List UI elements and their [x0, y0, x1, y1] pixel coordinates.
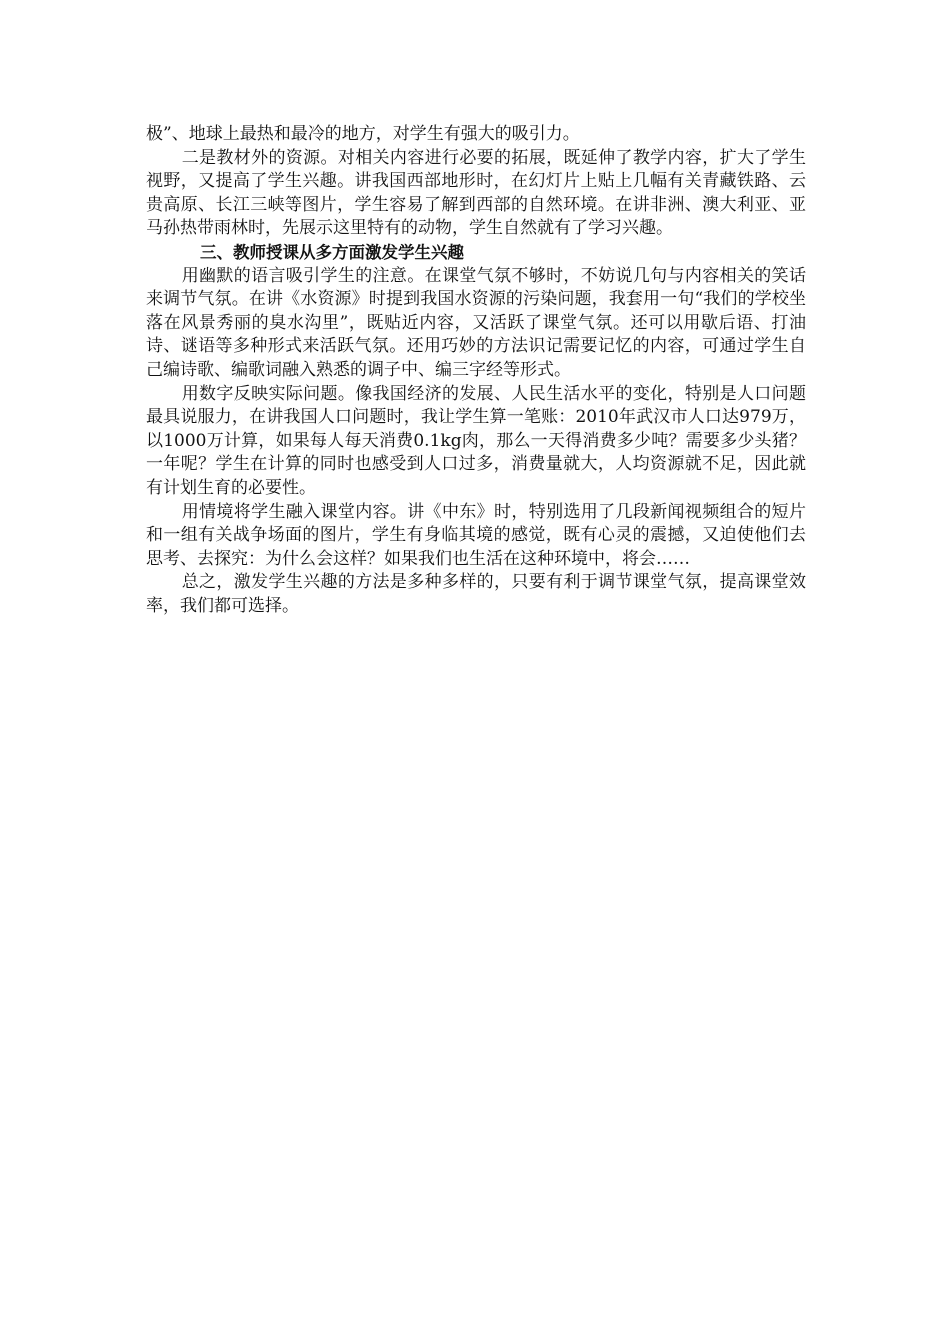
paragraph-humor-language: 用幽默的语言吸引学生的注意。在课堂气氛不够时，不妨说几句与内容相关的笑话来调节气氛。在讲《水资源》时提到我国水资源的污染问题，我套用一句“我们的学校坐落在风景秀丽的臭水沟里”，既贴近内容，又活跃了课堂气氛。还可以用歇后语、打油诗、谜语等多种形式来活跃气氛。还用巧妙的方法识记需要记忆的内容，可通过学生自己编诗歌、编歌词融入熟悉的调子中、编三字经等形式。: [146, 265, 806, 380]
document-page: [146, 123, 806, 618]
paragraph-continuation: 极”、地球上最热和最冷的地方，对学生有强大的吸引力。: [146, 124, 580, 144]
section-heading-3: 三、教师授课从多方面激发学生兴趣: [200, 242, 464, 262]
paragraph-numbers-real-problems: 用数字反映实际问题。像我国经济的发展、人民生活水平的变化，特别是人口问题最具说服力，在讲我国人口问题时，我让学生算一笔账：2010年武汉市人口达979万，以1000万计算，如果每人每天消费0.1kg肉，那么一天得消费多少吨？需要多少头猪？一年呢？学生在计算的同时也感受到人口过多，消费量就大，人均资源就不足，因此就有计划生育的必要性。: [146, 383, 806, 498]
paragraph-conclusion: 总之，激发学生兴趣的方法是多种多样的，只要有利于调节课堂气氛，提高课堂效率，我们都可选择。: [146, 572, 806, 616]
paragraph-textbook-external-resources: 二是教材外的资源。对相关内容进行必要的拓展，既延伸了教学内容，扩大了学生视野，又提高了学生兴趣。讲我国西部地形时，在幻灯片上贴上几幅有关青藏铁路、云贵高原、长江三峡等图片，学生容易了解到西部的自然环境。在讲非洲、澳大利亚、亚马孙热带雨林时，先展示这里特有的动物，学生自然就有了学习兴趣。: [146, 147, 806, 239]
paragraph-situational-learning: 用情境将学生融入课堂内容。讲《中东》时，特别选用了几段新闻视频组合的短片和一组有关战争场面的图片，学生有身临其境的感觉，既有心灵的震撼，又迫使他们去思考、去探究：为什么会这样？如果我们也生活在这种环境中，将会……: [146, 501, 806, 569]
